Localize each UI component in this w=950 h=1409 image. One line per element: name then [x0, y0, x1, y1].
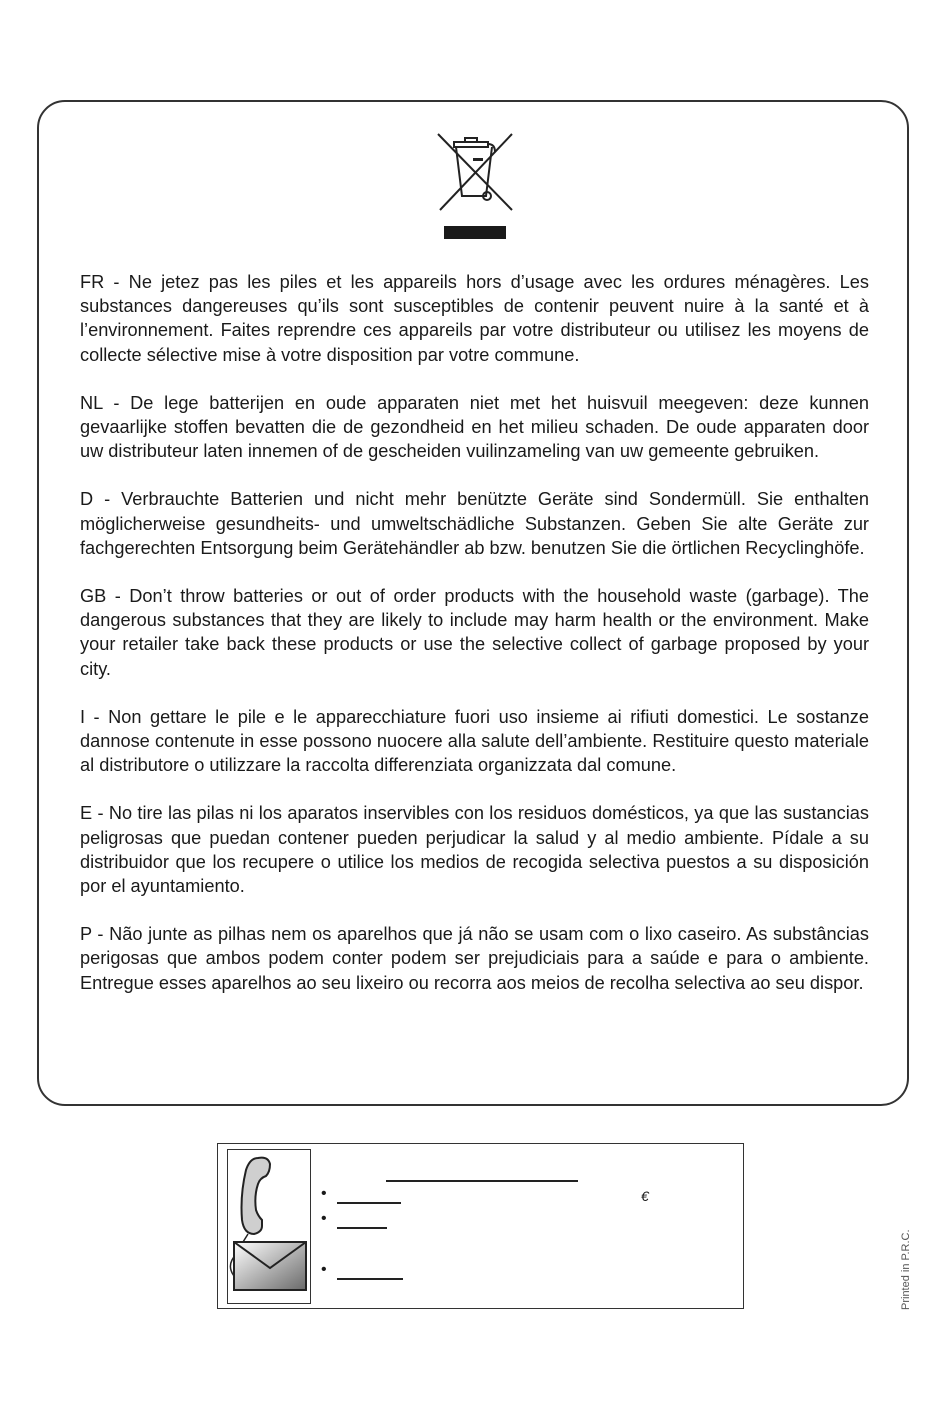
contact-title-line: [386, 1180, 578, 1182]
field-line-1: [337, 1202, 401, 1204]
paragraph-gb: GB - Don’t throw batteries or out of order products with the household waste (garbage). The dangerous substances that they are likely to include may harm health or the environment. Make your retailer take back these products or use the selective collect of garbage proposed by your city.: [80, 586, 869, 679]
paragraph-de: D - Verbrauchte Batterien und nicht mehr benützte Geräte sind Sondermüll. Sie enthalten möglicherweise gesundheits- und umweltschädliche Substanzen. Geben Sie alte Geräte zur fachgerechten Entsorgung beim Gerätehändler ab bzw. benutzen Sie die örtlichen Recyclinghöfe.: [80, 489, 869, 558]
paragraph-it: I - Non gettare le pile e le apparecchiature fuori uso insieme ai rifiuti domestici. Le sostanze dannose contenute in esse possono nuocere alla salute dell’ambiente. Restituire questo materiale al distributore o utilizzare la raccolta differenziata organizzata dal comune.: [80, 706, 869, 776]
bullet-2: •: [321, 1210, 327, 1227]
bullet-3: •: [321, 1261, 327, 1278]
contact-icon-panel: [227, 1149, 311, 1304]
crossed-out-wheelie-bin-icon: [432, 130, 516, 242]
bullet-1: •: [321, 1185, 327, 1202]
field-line-3: [337, 1278, 403, 1280]
field-line-2: [337, 1227, 387, 1229]
paragraph-pt: P - Não junte as pilhas nem os aparelhos que já não se usam com o lixo caseiro. As substâncias perigosas que ambos podem conter podem ser prejudiciais para a saúde e para o ambiente. Entregue esses aparelhos ao seu lixeiro ou recorra aos meios de recolha selectiva ao seu dispor.: [80, 924, 869, 993]
printed-in-label: Printed in P.R.C.: [900, 1229, 912, 1310]
paragraph-es: E - No tire las pilas ni los aparatos inservibles con los residuos domésticos, ya que las sustancias peligrosas que puedan contener pueden perjudicar la salud y al medio ambiente. Pídale a su distribuidor que los recupere o utilice los medios de recogida selectiva puestos a su disposición por el ayuntamiento.: [80, 803, 869, 897]
multilingual-disposal-text: [80, 270, 869, 1019]
paragraph-nl: NL - De lege batterijen en oude apparaten niet met het huisvuil meegeven: deze kunnen gevaarlijke stoffen bevatten die de gezondheid en het milieu schaden. De oude apparaten door uw distributeur laten innemen of de gescheiden vuilinzameling van uw gemeente gebruiken.: [80, 392, 869, 462]
envelope-icon: [234, 1242, 306, 1290]
paragraph-fr: FR - Ne jetez pas les piles et les appareils hors d’usage avec les ordures ménagères. Les substances dangereuses qu’ils sont susceptibles de contenir peuvent nuire à la santé et à l’environnement. Faites reprendre ces appareils par votre distributeur ou utilisez les moyens de collecte sélective mise à votre disposition par votre commune.: [80, 272, 869, 365]
euro-sign: €: [641, 1188, 649, 1204]
weee-underline-bar: [444, 226, 506, 239]
